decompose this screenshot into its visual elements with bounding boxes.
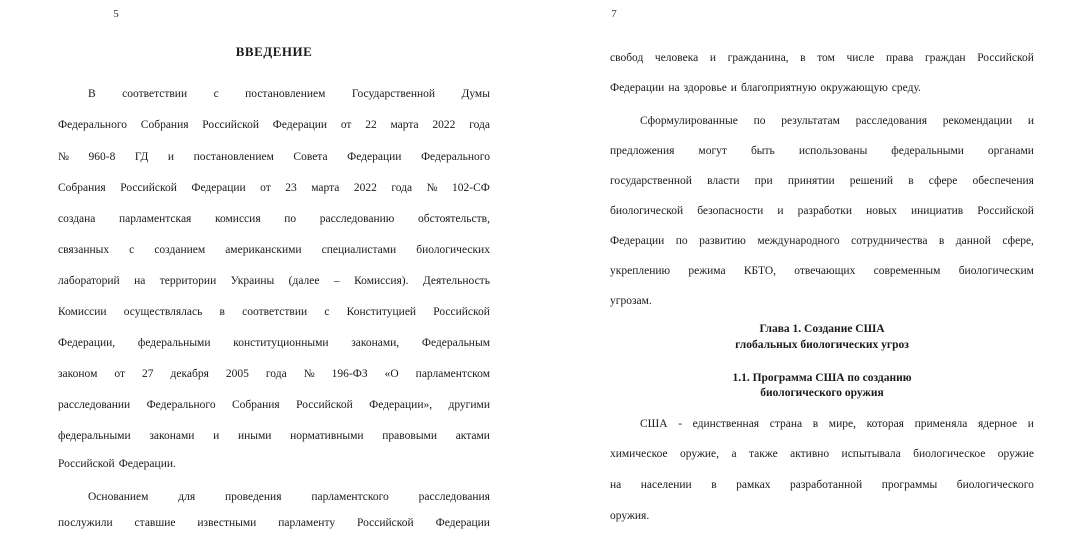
word: для [178, 491, 196, 503]
paragraph-line [610, 113, 1034, 129]
paragraph-line [610, 50, 1034, 66]
word: сфере [928, 175, 958, 187]
word: парламентском [415, 368, 490, 380]
word: Основанием [88, 491, 149, 503]
word: предложения [610, 145, 675, 157]
paragraph-line [58, 456, 490, 472]
paragraph-line [58, 428, 490, 444]
paragraph-line [58, 489, 490, 505]
word: марта [311, 182, 340, 194]
left-page [58, 0, 490, 540]
word: по [753, 115, 766, 127]
word: в [938, 235, 945, 247]
word: соответствии [122, 88, 188, 100]
word: Деятельность [422, 275, 490, 287]
word: по [675, 235, 688, 247]
word: «О [384, 368, 399, 380]
word: американскими [225, 244, 302, 256]
word: оружие, [680, 448, 720, 460]
word: постановлением [245, 88, 326, 100]
word: химическое [610, 448, 668, 460]
word: власти [707, 175, 740, 187]
word: № [58, 151, 69, 163]
word: мире, [828, 418, 856, 430]
word: (далее [288, 275, 320, 287]
word: 27 [142, 368, 154, 380]
word: территории [159, 275, 217, 287]
word: сотрудничества [851, 235, 928, 247]
paragraph-line [610, 80, 1034, 96]
word: иными [237, 430, 272, 442]
word: Украины [230, 275, 275, 287]
paragraph-line [610, 508, 1034, 524]
word: № [426, 182, 438, 194]
word: с [213, 88, 219, 100]
word: развитию [699, 235, 746, 247]
paragraph-line [58, 149, 490, 165]
word: комиссия [214, 213, 261, 225]
word: современным [873, 265, 941, 277]
word: права [885, 52, 914, 64]
word: соответствии [242, 306, 308, 318]
word: разработанной [790, 479, 863, 491]
word: окружающую [820, 82, 888, 94]
word: Федеральным [421, 337, 490, 349]
word: оружие [997, 448, 1034, 460]
paragraph-line [58, 86, 490, 102]
word: известными [197, 517, 257, 529]
word: а [731, 448, 737, 460]
paragraph-line [58, 304, 490, 320]
word: Российской [977, 205, 1034, 217]
word: федеральными [891, 145, 964, 157]
word: года [265, 368, 287, 380]
word: от [114, 368, 125, 380]
word: на [668, 82, 680, 94]
word: - [678, 418, 683, 430]
word: также [748, 448, 778, 460]
word: и [167, 151, 175, 163]
word: страна [769, 418, 803, 430]
word: Собрания [231, 399, 280, 411]
word: – [333, 275, 340, 287]
word: декабря [170, 368, 209, 380]
word: рамках [736, 479, 771, 491]
word: Федерального [420, 151, 490, 163]
word: населении [640, 479, 692, 491]
word: международного [757, 235, 840, 247]
word: Российской [433, 306, 490, 318]
word: граждан [924, 52, 966, 64]
paragraph-line [58, 242, 490, 258]
word: марта [390, 119, 419, 131]
word: правовыми [382, 430, 437, 442]
word: биологической [610, 205, 684, 217]
word: биологическим [958, 265, 1034, 277]
word: оружия. [610, 510, 650, 522]
word: принятии [787, 175, 835, 187]
word: результатам [781, 115, 840, 127]
word: и [1027, 115, 1034, 127]
word: на [610, 479, 622, 491]
word: активно [790, 448, 830, 460]
word: Федерации [435, 517, 490, 529]
word: укреплению [610, 265, 671, 277]
word: Федерации [347, 151, 402, 163]
right-page [610, 0, 1034, 540]
word: здоровье [683, 82, 727, 94]
paragraph-line [610, 446, 1034, 462]
word: биологических [416, 244, 490, 256]
section-heading: ВВЕДЕНИЕ [235, 44, 313, 59]
word: в [219, 306, 225, 318]
word: Комиссии [58, 306, 107, 318]
word: данной [955, 235, 991, 247]
paragraph-line [58, 273, 490, 289]
word: 22 [365, 119, 377, 131]
word: угрозам. [610, 295, 652, 307]
word: послужили [58, 517, 113, 529]
paragraph-line [58, 335, 490, 351]
word: парламенту [278, 517, 336, 529]
paragraph-line [58, 180, 490, 196]
word: нормативными [290, 430, 364, 442]
word: новых [866, 205, 897, 217]
word: Российской [357, 517, 414, 529]
word: в [800, 52, 806, 64]
word: года [391, 182, 413, 194]
word: парламентская [119, 213, 192, 225]
word: инициатив [911, 205, 964, 217]
word: биологического [956, 479, 1034, 491]
word: сфере, [1002, 235, 1034, 247]
paragraph-line [58, 397, 490, 413]
paragraph-line [610, 263, 1034, 279]
word: Собрания [58, 182, 106, 194]
word: рекомендации [942, 115, 1013, 127]
word: законом [58, 368, 98, 380]
word: применяла [914, 418, 968, 430]
word: Совета [293, 151, 328, 163]
word: Федерального [58, 119, 128, 131]
word: испытывала [841, 448, 901, 460]
word: В [88, 88, 96, 100]
word: расследованию [319, 213, 395, 225]
paragraph-line [610, 416, 1034, 432]
word: и [777, 205, 784, 217]
word: Федерации [610, 82, 665, 94]
word: благоприятную [740, 82, 817, 94]
word: федеральными [58, 430, 131, 442]
word: Федерации [191, 182, 246, 194]
paragraph-line [610, 173, 1034, 189]
word: режима [688, 265, 726, 277]
word: создана [58, 213, 96, 225]
word: в [908, 175, 914, 187]
word: в [711, 479, 717, 491]
word: осуществлялась [123, 306, 203, 318]
word: года [469, 119, 490, 131]
paragraph-line [610, 233, 1034, 249]
word: свобод [610, 52, 644, 64]
word: Федерации [272, 119, 328, 131]
word: федеральными [137, 337, 211, 349]
word: Конституцией [346, 306, 417, 318]
word: отвечающих [794, 265, 856, 277]
word: ГД [134, 151, 149, 163]
left-page-number: 5 [113, 8, 119, 20]
word: Федерального [146, 399, 216, 411]
word: Собрания [140, 119, 189, 131]
word: биологическое [913, 448, 986, 460]
word: Российской [202, 119, 259, 131]
word: использованы [798, 145, 868, 157]
word: том [817, 52, 835, 64]
word: единственная [692, 418, 760, 430]
word: Государственной [351, 88, 436, 100]
word: Федерации», [369, 399, 433, 411]
word: Российской [58, 458, 115, 470]
word: и [1027, 418, 1034, 430]
word: от [260, 182, 271, 194]
word: человека [654, 52, 699, 64]
word: числе [846, 52, 875, 64]
word: связанных [58, 244, 110, 256]
word: Российской [977, 52, 1034, 64]
paragraph-line [610, 293, 1034, 309]
word: 960-8 [88, 151, 116, 163]
word: 102-СФ [452, 182, 490, 194]
word: органами [987, 145, 1034, 157]
word: парламентского [311, 491, 389, 503]
word: могут [698, 145, 727, 157]
paragraph-line [58, 211, 490, 227]
word: программы [881, 479, 938, 491]
word: обстоятельств, [418, 213, 490, 225]
word: лабораторий [58, 275, 120, 287]
word: Российской [296, 399, 353, 411]
word: Федерации, [58, 337, 116, 349]
right-page-number: 7 [611, 8, 617, 20]
chapter-subtitle: глобальных биологических угроз [735, 339, 909, 351]
word: созданием [154, 244, 206, 256]
paragraph-line [58, 515, 490, 531]
word: 2022 [432, 119, 456, 131]
word: другими [448, 399, 490, 411]
word: Думы [461, 88, 490, 100]
section-title: 1.1. Программа США по созданию [732, 372, 912, 384]
word: Комиссия). [354, 275, 409, 287]
word: расследовании [58, 399, 131, 411]
word: постановлением [193, 151, 274, 163]
chapter-title: Глава 1. Создание США [759, 323, 885, 335]
word: законами [149, 430, 195, 442]
word: проведения [224, 491, 282, 503]
word: США [640, 418, 668, 430]
word: расследования [418, 491, 490, 503]
word: по [284, 213, 297, 225]
word: государственной [610, 175, 692, 187]
word: гражданина, [727, 52, 789, 64]
paragraph-line [610, 203, 1034, 219]
word: безопасности [697, 205, 764, 217]
word: на [134, 275, 146, 287]
paragraph-line [58, 366, 490, 382]
word: законами, [351, 337, 400, 349]
paragraph-line [610, 477, 1034, 493]
word: 2005 [225, 368, 249, 380]
word: быть [750, 145, 775, 157]
word: Российской [120, 182, 177, 194]
word: расследования [855, 115, 927, 127]
word: решений [849, 175, 894, 187]
word: ставшие [134, 517, 176, 529]
word: КБТО, [743, 265, 777, 277]
section-subtitle: биологического оружия [760, 387, 884, 399]
word: ядерное [977, 418, 1018, 430]
word: Сформулированные [640, 115, 738, 127]
word: при [754, 175, 773, 187]
word: № [303, 368, 315, 380]
word: и [709, 52, 717, 64]
word: обеспечения [972, 175, 1034, 187]
word: с [129, 244, 135, 256]
word: конституционными [233, 337, 329, 349]
word: Федерации [610, 235, 665, 247]
word: среду. [891, 82, 921, 94]
word: 23 [285, 182, 297, 194]
word: разработки [797, 205, 853, 217]
word: и [730, 82, 737, 94]
word: 196-ФЗ [331, 368, 368, 380]
word: специалистами [321, 244, 397, 256]
paragraph-line [58, 117, 490, 133]
word: и [213, 430, 220, 442]
word: 2022 [353, 182, 377, 194]
word: Федерации. [118, 458, 176, 470]
paragraph-line [610, 143, 1034, 159]
word: от [340, 119, 352, 131]
word: в [812, 418, 819, 430]
word: с [324, 306, 330, 318]
word: которая [866, 418, 904, 430]
word: актами [455, 430, 490, 442]
